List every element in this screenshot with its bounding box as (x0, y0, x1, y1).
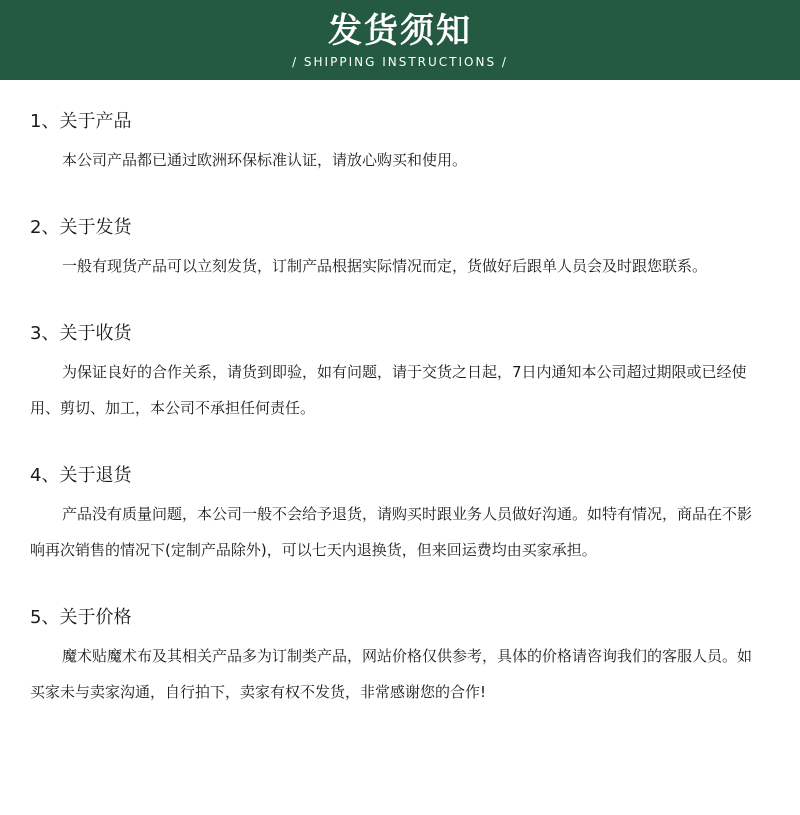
section-heading: 3、关于收货 (30, 323, 132, 344)
section-body: 一般有现货产品可以立刻发货，订制产品根据实际情况而定，货做好后跟单人员会及时跟您联系。 (62, 257, 708, 275)
section-body: 为保证良好的合作关系，请货到即验，如有问题，请于交货之日起，7日内通知本公司超过期限或已经使用、剪切、加工，本公司不承担任何责任。 (30, 363, 747, 417)
page-subtitle: / SHIPPING INSTRUCTIONS / (292, 55, 508, 69)
section-heading: 5、关于价格 (30, 607, 132, 628)
header-banner (0, 0, 800, 80)
instructions-content (0, 80, 800, 710)
section-body: 魔术贴魔术布及其相关产品多为订制类产品，网站价格仅供参考，具体的价格请咨询我们的客服人员。如买家未与卖家沟通，自行拍下，卖家有权不发货，非常感谢您的合作! (30, 647, 753, 701)
section-heading: 4、关于退货 (30, 465, 132, 486)
section-product (30, 108, 762, 178)
section-heading: 1、关于产品 (30, 111, 132, 132)
page-title: 发货须知 (328, 11, 472, 51)
section-heading: 2、关于发货 (30, 217, 132, 238)
section-receiving (30, 320, 762, 426)
section-pricing (30, 604, 762, 710)
section-shipping (30, 214, 762, 284)
section-returns (30, 462, 762, 568)
section-body: 产品没有质量问题，本公司一般不会给予退货，请购买时跟业务人员做好沟通。如特有情况，商品在不影响再次销售的情况下(定制产品除外)，可以七天内退换货，但来回运费均由买家承担。 (30, 505, 753, 559)
section-body: 本公司产品都已通过欧洲环保标准认证，请放心购买和使用。 (62, 151, 468, 169)
